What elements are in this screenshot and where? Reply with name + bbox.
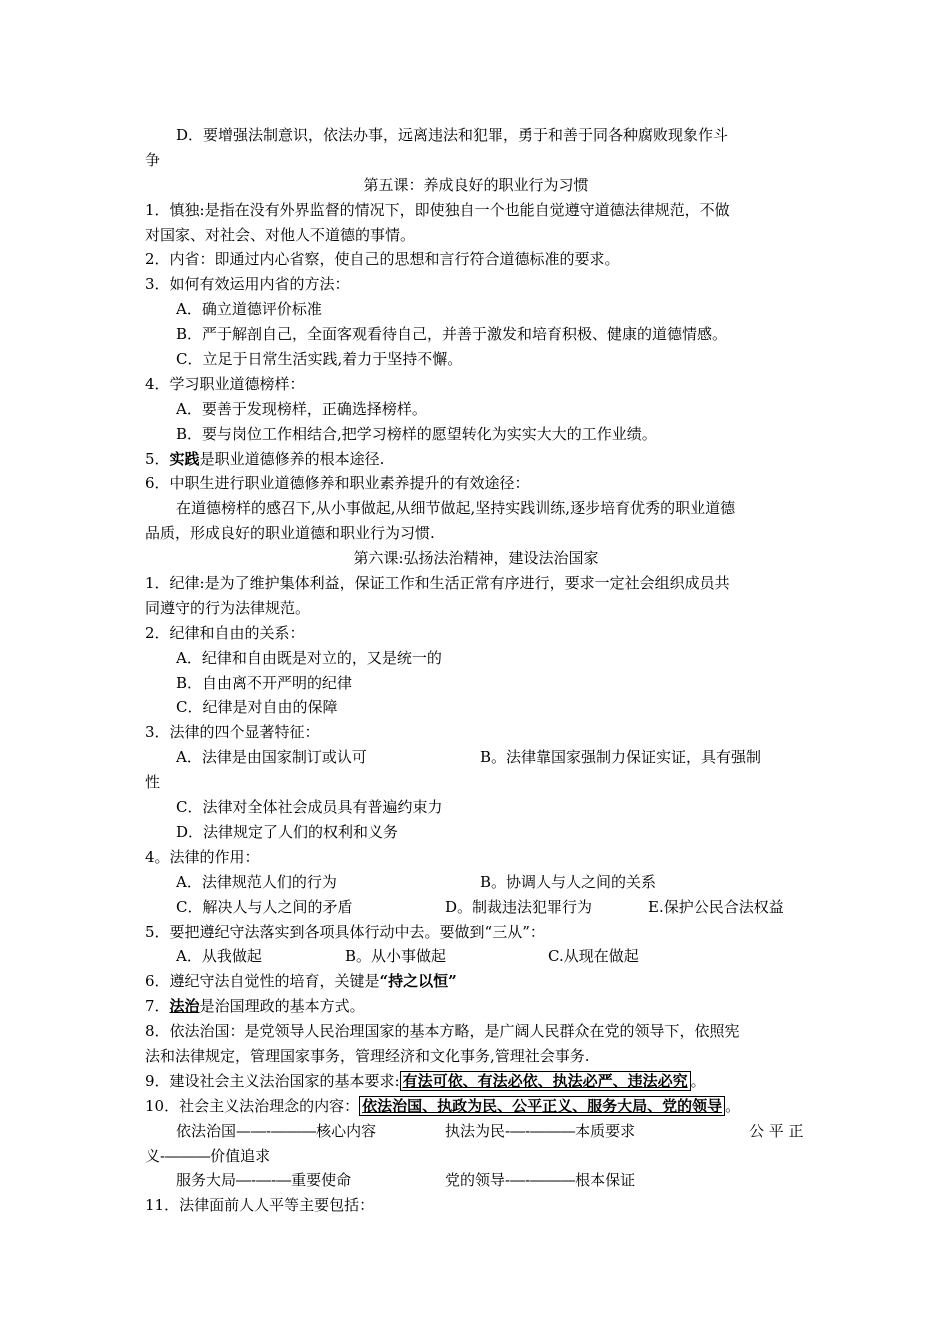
boxed-term: 有法可依、有法必依、执法必严、违法必究 <box>400 1071 691 1091</box>
text-span: 9．建设社会主义法治国家的基本要求: <box>145 1071 400 1090</box>
text-line: 法和法律规定，管理国家事务，管理经济和文化事务,管理社会事务. <box>145 1046 590 1065</box>
list-item: A．纪律和自由既是对立的，又是统一的 <box>176 648 442 667</box>
boxed-term: 依法治国、执政为民、公平正义、服务大局、党的领导 <box>359 1096 725 1116</box>
text-line: 6．中职生进行职业道德修养和职业素养提升的有效途径： <box>145 474 530 493</box>
text-span: 公 平 正 <box>749 1121 804 1140</box>
text-span: 10．社会主义法治理念的内容： <box>145 1096 360 1115</box>
text-span: 执法为民-―-―――本质要求 <box>445 1121 636 1140</box>
text-line: 11．法律面前人人平等主要包括： <box>145 1196 375 1215</box>
list-item: C．立足于日常生活实践,着力于坚持不懈。 <box>176 350 463 369</box>
text-line: 2．内省：即通过内心省察，使自己的思想和言行符合道德标准的要求。 <box>145 250 620 269</box>
document-page <box>145 123 807 1218</box>
text-span: A．法律是由国家制订或认可 <box>176 748 367 767</box>
text-span: E.保护公民合法权益 <box>648 897 784 916</box>
text-line <box>145 969 807 994</box>
list-item <box>145 895 807 920</box>
text-line: 义-―――价值追求 <box>145 1146 271 1165</box>
text-span: 依法治国—―-―――核心内容 <box>176 1121 377 1140</box>
text-line: 同遵守的行为法律规范。 <box>145 598 311 617</box>
list-item: C．纪律是对自由的保障 <box>176 698 338 717</box>
bold-term: “持之以恒” <box>379 972 457 991</box>
list-item <box>145 745 807 770</box>
list-item: B．严于解剖自己，全面客观看待自己，并善于激发和培育积极、健康的道德情感。 <box>176 325 728 344</box>
list-item: A．要善于发现榜样，正确选择榜样。 <box>176 399 427 418</box>
text-line: 对国家、对社会、对他人不道德的事情。 <box>145 225 416 244</box>
text-line <box>145 1094 807 1119</box>
text-line <box>145 994 807 1019</box>
text-span: B。法律靠国家强制力保证实证，具有强制 <box>480 748 762 767</box>
text-line: 性 <box>145 773 161 792</box>
list-item: C．法律对全体社会成员具有普遍约束力 <box>176 798 443 817</box>
text-line <box>145 447 807 472</box>
text-span: B。协调人与人之间的关系 <box>480 872 657 891</box>
list-item: B．要与岗位工作相结合,把学习榜样的愿望转化为实实大大的工作业绩。 <box>176 424 657 443</box>
text-line <box>145 1069 807 1094</box>
text-line: 1．慎独:是指在没有外界监督的情况下，即使独自一个也能自觉遵守道德法律规范，不做 <box>145 200 730 219</box>
text-span: C．解决人与人之间的矛盾 <box>176 897 353 916</box>
section-title-lesson-6: 第六课:弘扬法治精神，建设法治国家 <box>353 549 599 568</box>
text-line <box>145 1119 807 1144</box>
underlined-term: 法治 <box>169 997 200 1016</box>
text-line: 5．要把遵纪守法落实到各项具体行动中去。要做到“三从”： <box>145 922 545 941</box>
list-item: D．法律规定了人们的权利和义务 <box>176 822 399 841</box>
text-span: 。 <box>725 1096 741 1115</box>
text-span: 5． <box>145 449 170 468</box>
text-span: 服务大局―-―-―重要使命 <box>176 1171 352 1190</box>
bold-term: 实践 <box>169 449 200 468</box>
text-line: 4．学习职业道德榜样： <box>145 374 305 393</box>
text-span: 。 <box>690 1071 706 1090</box>
list-item <box>145 870 807 895</box>
text-line: 8．依法治国：是党领导人民治理国家的基本方略，是广阔人民群众在党的领导下，依照宪 <box>145 1022 740 1041</box>
text-span: 是治国理政的基本方式。 <box>199 997 365 1016</box>
text-line <box>145 1168 807 1193</box>
text-span: D。制裁违法犯罪行为 <box>445 897 593 916</box>
text-span: A．从我做起 <box>176 947 262 966</box>
text-span: C.从现在做起 <box>548 947 639 966</box>
text-line: 在道德榜样的感召下,从小事做起,从细节做起,坚持实践训练,逐步培育优秀的职业道德 <box>176 499 736 518</box>
section-title-lesson-5: 第五课：养成良好的职业行为习惯 <box>363 175 589 194</box>
text-span: 7． <box>145 997 170 1016</box>
text-line: 1．纪律:是为了维护集体利益，保证工作和生活正常有序进行，要求一定社会组织成员共 <box>145 574 730 593</box>
text-line: 2．纪律和自由的关系： <box>145 623 305 642</box>
text-line: 3．法律的四个显著特征： <box>145 723 320 742</box>
list-item <box>145 944 807 969</box>
text-line: 品质，形成良好的职业道德和职业行为习惯. <box>145 524 435 543</box>
list-item: A．确立道德评价标准 <box>176 300 322 319</box>
text-line: 4。法律的作用： <box>145 847 260 866</box>
text-line: 争 <box>145 150 161 169</box>
text-span: B。从小事做起 <box>345 947 447 966</box>
list-item: B．自由离不开严明的纪律 <box>176 673 353 692</box>
text-line: D．要增强法制意识，依法办事，远离违法和犯罪，勇于和善于同各种腐败现象作斗 <box>176 126 729 144</box>
text-span: A．法律规范人们的行为 <box>176 872 337 891</box>
text-span: 是职业道德修养的根本途径. <box>199 449 385 468</box>
text-span: 党的领导-―-―――根本保证 <box>445 1171 636 1190</box>
text-line: 3．如何有效运用内省的方法： <box>145 275 350 294</box>
text-span: 6．遵纪守法自觉性的培育，关键是 <box>145 972 380 991</box>
